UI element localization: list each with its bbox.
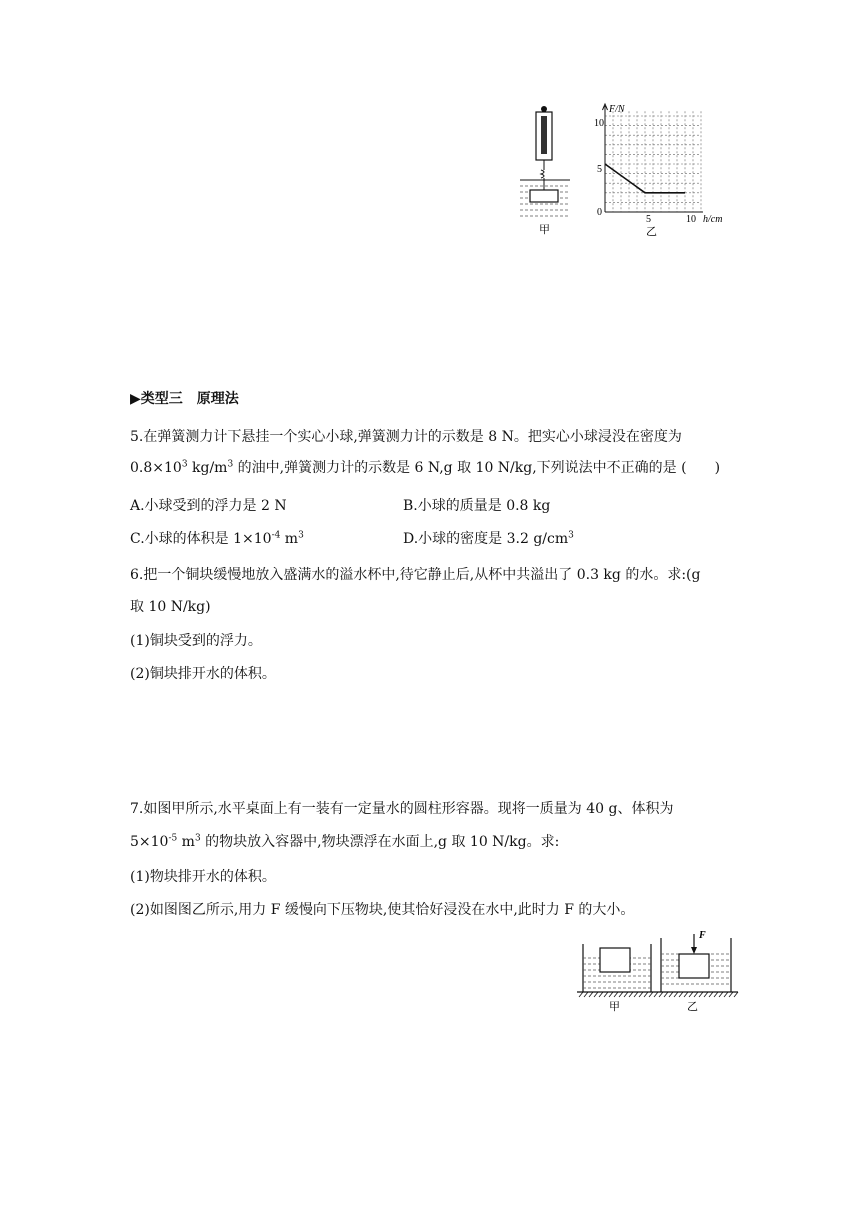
y-tick-10: 10 [594, 118, 604, 129]
q5-option-d: D.小球的密度是 3.2 $g/cm^3$ [403, 530, 574, 547]
q7-sub1: (1)物块排开水的体积。 [130, 869, 276, 885]
graph-grid [605, 111, 701, 212]
spring-scale-apparatus [536, 106, 552, 190]
q7-line1: 7.如图甲所示,水平桌面上有一装有一定量水的圆柱形容器。现将一质量为 40 g、体积为 [130, 801, 674, 817]
y-tick-0: 0 [597, 207, 602, 218]
q5-line2: $0.8\times 10^3$ $kg/m^3$ 的油中,弹簧测力计的示数是 6 N,g 取 10 N/kg,下列说法中不正确的是 ( ) [130, 459, 721, 476]
label-yi: 乙 [687, 1001, 698, 1013]
floating-block [600, 948, 630, 972]
q5-line1: 5.在弹簧测力计下悬挂一个实心小球,弹簧测力计的示数是 8 N。把实心小球浸没在密度为 [130, 429, 682, 445]
q7-sub2: (2)如图图乙所示,用力 F 缓慢向下压物块,使其恰好浸没在水中,此时力 F 的大小。 [130, 902, 635, 918]
q5-option-b: B.小球的质量是 0.8 kg [403, 498, 551, 514]
label-yi: 乙 [646, 226, 657, 238]
label-jia: 甲 [539, 224, 550, 236]
x-axis-label: h/cm [703, 214, 723, 225]
top-figure [510, 100, 740, 240]
y-tick-5: 5 [597, 164, 602, 175]
q5-option-c: C.小球的体积是 $1\times 10^{-4}$ $m^3$ [130, 530, 304, 547]
x-tick-5: 5 [646, 214, 651, 225]
q5-option-a: A.小球受到的浮力是 2 N [130, 498, 287, 514]
y-axis-label: F/N [609, 104, 625, 115]
container-jia [583, 944, 651, 992]
water-tank [520, 180, 570, 216]
submerged-block [530, 190, 558, 202]
pressed-block [679, 954, 709, 978]
q6-line1: 6.把一个铜块缓慢地放入盛满水的溢水杯中,待它静止后,从杯中共溢出了 0.3 kg 的水。求:(g [130, 567, 701, 583]
q6-sub1: (1)铜块受到的浮力。 [130, 633, 262, 649]
label-jia: 甲 [609, 1001, 620, 1013]
container-yi [661, 930, 731, 992]
q6-sub2: (2)铜块排开水的体积。 [130, 666, 276, 682]
q6-line2: 取 10 N/kg) [130, 599, 211, 615]
section-heading: ▶类型三 原理法 [130, 391, 239, 407]
q7-line2: $5\times 10^{-5}$ $m^3$ 的物块放入容器中,物块漂浮在水面上,g 取 10 N/kg。求: [130, 833, 560, 850]
bottom-figure [575, 928, 740, 1016]
force-label: F [699, 930, 706, 941]
force-depth-graph [594, 104, 722, 225]
x-tick-10: 10 [686, 214, 696, 225]
